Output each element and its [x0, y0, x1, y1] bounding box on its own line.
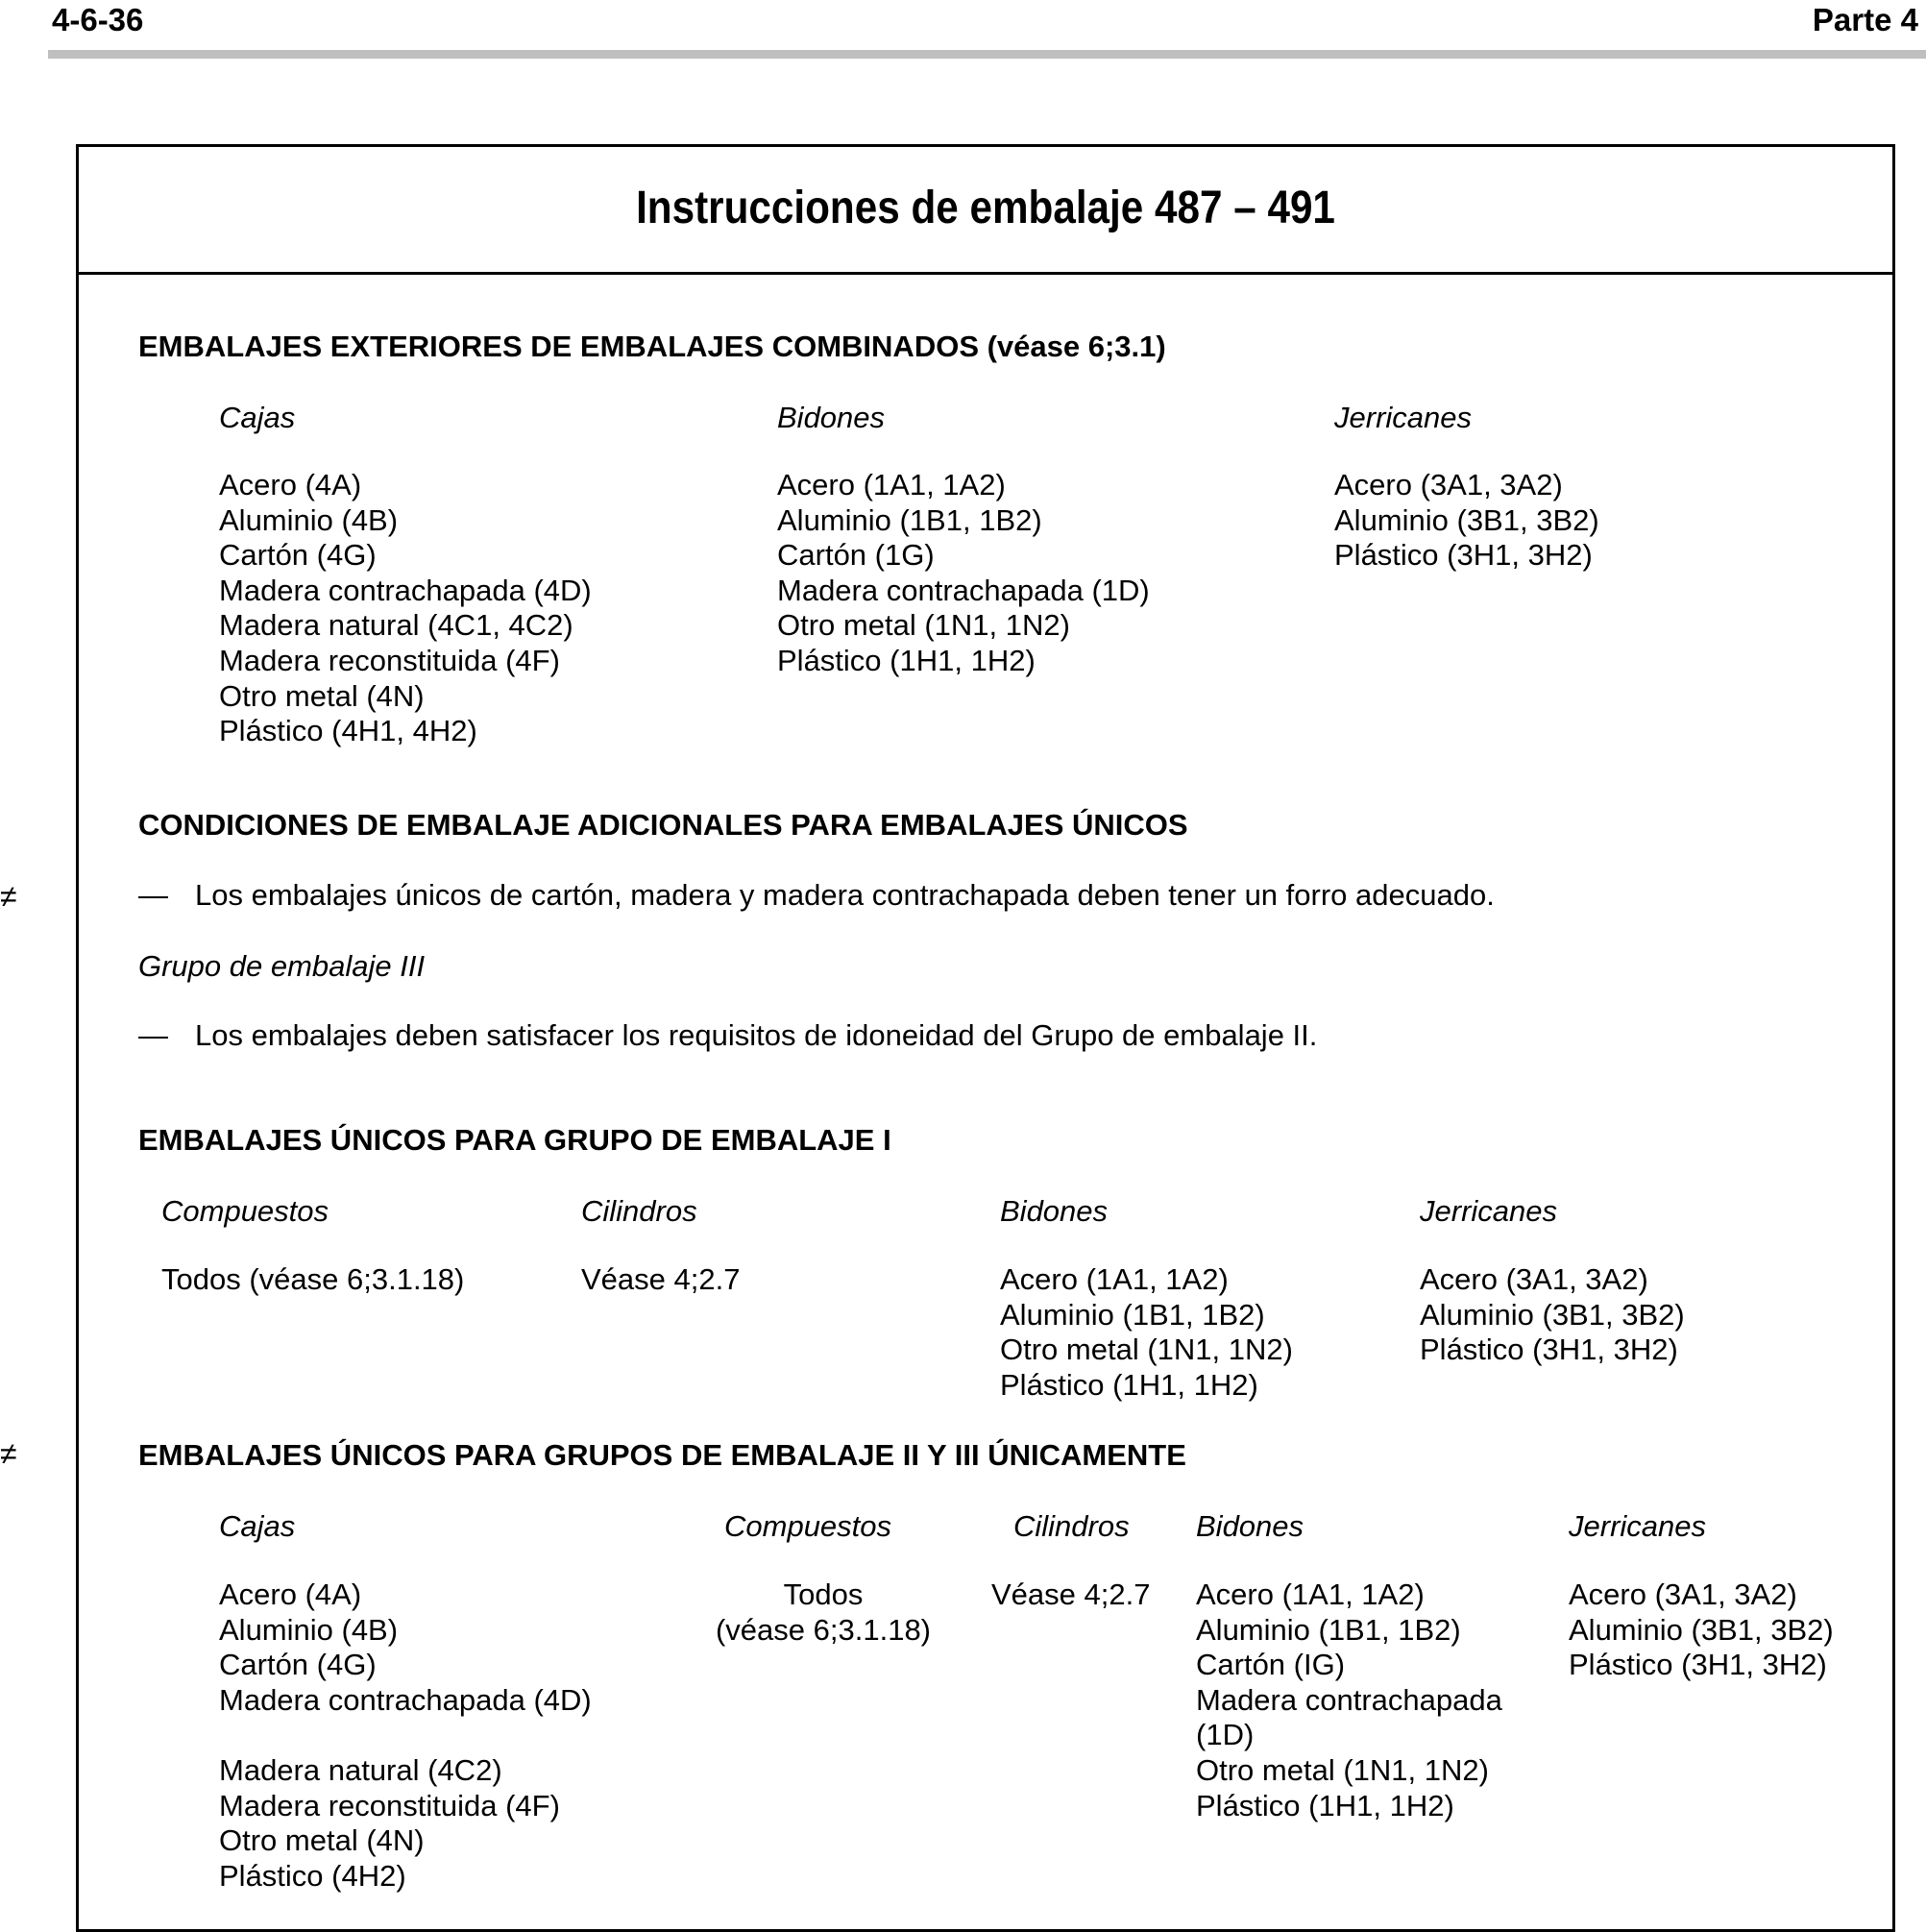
list-item: Cartón (IG) — [1196, 1648, 1346, 1682]
subheading: Grupo de embalaje III — [138, 949, 426, 983]
column-list — [694, 1577, 953, 1648]
column-list — [1569, 1577, 1834, 1683]
column-title: Bidones — [1000, 1194, 1109, 1228]
list-item: Otro metal (1N1, 1N2) — [1000, 1333, 1293, 1367]
column-list — [161, 1262, 464, 1298]
list-item: Véase 4;2.7 — [991, 1577, 1151, 1611]
list-item: Todos — [783, 1577, 864, 1611]
list-item: Madera reconstituida (4F) — [219, 1788, 560, 1822]
list-item: Plástico (3H1, 3H2) — [1569, 1648, 1827, 1682]
list-item: Aluminio (4B) — [219, 502, 399, 537]
page-title: Instrucciones de embalaje 487 – 491 — [636, 183, 1335, 233]
dash: — — [138, 878, 168, 912]
list-item: Acero (1A1, 1A2) — [1000, 1262, 1229, 1296]
list-item: Otro metal (1N1, 1N2) — [1196, 1752, 1489, 1787]
list-item: Aluminio (3B1, 3B2) — [1569, 1612, 1834, 1647]
column-list — [1196, 1577, 1502, 1823]
column-list — [1334, 468, 1599, 574]
column-title: Cilindros — [1013, 1509, 1130, 1543]
list-item: Plástico (3H1, 3H2) — [1420, 1333, 1678, 1367]
list-item: Acero (4A) — [219, 1577, 362, 1611]
column-list — [991, 1577, 1150, 1613]
list-item: Véase 4;2.7 — [581, 1262, 741, 1296]
list-item: Acero (1A1, 1A2) — [777, 468, 1006, 501]
list-item: Acero (3A1, 3A2) — [1420, 1262, 1648, 1296]
list-item: (1D) — [1196, 1718, 1255, 1752]
list-item: Cartón (1G) — [777, 538, 935, 573]
change-mark: ≠ — [0, 879, 17, 914]
list-item: Otro metal (4N) — [219, 678, 425, 713]
list-item: Cartón (4G) — [219, 1648, 377, 1682]
column-list — [777, 468, 1150, 679]
list-item: Madera contrachapada (4D) — [219, 1682, 592, 1717]
column-list — [1000, 1262, 1293, 1403]
column-title: Cajas — [219, 1509, 296, 1543]
list-item — [219, 1718, 592, 1753]
section-heading: EMBALAJES ÚNICOS PARA GRUPO DE EMBALAJE I — [138, 1123, 891, 1157]
list-item: Todos (véase 6;3.1.18) — [161, 1262, 465, 1296]
column-list — [219, 1577, 592, 1894]
list-item: Plástico (3H1, 3H2) — [1334, 538, 1593, 573]
instruction-box — [76, 144, 1895, 1932]
column-title: Cajas — [219, 401, 296, 434]
list-item: Madera natural (4C1, 4C2) — [219, 608, 573, 643]
list-item: Plástico (1H1, 1H2) — [777, 643, 1036, 677]
section-heading: EMBALAJES EXTERIORES DE EMBALAJES COMBINADOS (véase 6;3.1) — [138, 330, 1166, 363]
list-item: Otro metal (4N) — [219, 1823, 425, 1858]
list-item: Madera contrachapada (1D) — [777, 573, 1150, 607]
list-item: Acero (3A1, 3A2) — [1569, 1577, 1797, 1611]
change-mark: ≠ — [0, 1436, 17, 1471]
condition-text: Los embalajes deben satisfacer los requisitos de idoneidad del Grupo de embalaje II. — [195, 1018, 1318, 1052]
part-label: Parte 4 — [1812, 2, 1918, 37]
list-item: Madera natural (4C2) — [219, 1752, 502, 1787]
list-item: Plástico (1H1, 1H2) — [1000, 1367, 1258, 1402]
title-box — [79, 147, 1892, 275]
column-title: Compuestos — [724, 1509, 892, 1543]
page-number: 4-6-36 — [52, 2, 144, 37]
list-item: Cartón (4G) — [219, 538, 377, 573]
condition-text: Los embalajes únicos de cartón, madera y madera contrachapada deben tener un forro adecuado. — [195, 878, 1495, 912]
section-heading: CONDICIONES DE EMBALAJE ADICIONALES PARA EMBALAJES ÚNICOS — [138, 808, 1188, 842]
list-item: Aluminio (3B1, 3B2) — [1420, 1297, 1685, 1332]
column-title: Bidones — [777, 401, 886, 434]
list-item: Aluminio (1B1, 1B2) — [777, 502, 1042, 537]
list-item: Acero (3A1, 3A2) — [1334, 468, 1563, 501]
list-item: Plástico (4H1, 4H2) — [219, 714, 477, 748]
list-item: Otro metal (1N1, 1N2) — [777, 608, 1070, 643]
header-rule — [48, 50, 1926, 59]
column-list — [219, 468, 592, 749]
column-list — [581, 1262, 740, 1298]
list-item: Plástico (1H1, 1H2) — [1196, 1788, 1454, 1822]
list-item: Acero (4A) — [219, 468, 362, 501]
section-heading: EMBALAJES ÚNICOS PARA GRUPOS DE EMBALAJE II Y III ÚNICAMENTE — [138, 1438, 1186, 1472]
list-item: Acero (1A1, 1A2) — [1196, 1577, 1425, 1611]
list-item: Madera reconstituida (4F) — [219, 643, 560, 677]
list-item: (véase 6;3.1.18) — [715, 1612, 932, 1647]
list-item: Aluminio (4B) — [219, 1612, 399, 1647]
list-item: Aluminio (3B1, 3B2) — [1334, 502, 1599, 537]
column-title: Jerricanes — [1569, 1509, 1706, 1543]
column-title: Bidones — [1196, 1509, 1304, 1543]
dash: — — [138, 1018, 168, 1052]
column-title: Jerricanes — [1420, 1194, 1557, 1228]
list-item: Madera contrachapada (4D) — [219, 573, 592, 607]
list-item: Madera contrachapada — [1196, 1682, 1502, 1717]
list-item: Aluminio (1B1, 1B2) — [1196, 1612, 1461, 1647]
list-item: Aluminio (1B1, 1B2) — [1000, 1297, 1265, 1332]
column-title: Compuestos — [161, 1194, 329, 1228]
list-item: Plástico (4H2) — [219, 1858, 406, 1893]
column-title: Jerricanes — [1334, 401, 1472, 434]
column-list — [1420, 1262, 1685, 1368]
column-title: Cilindros — [581, 1194, 697, 1228]
